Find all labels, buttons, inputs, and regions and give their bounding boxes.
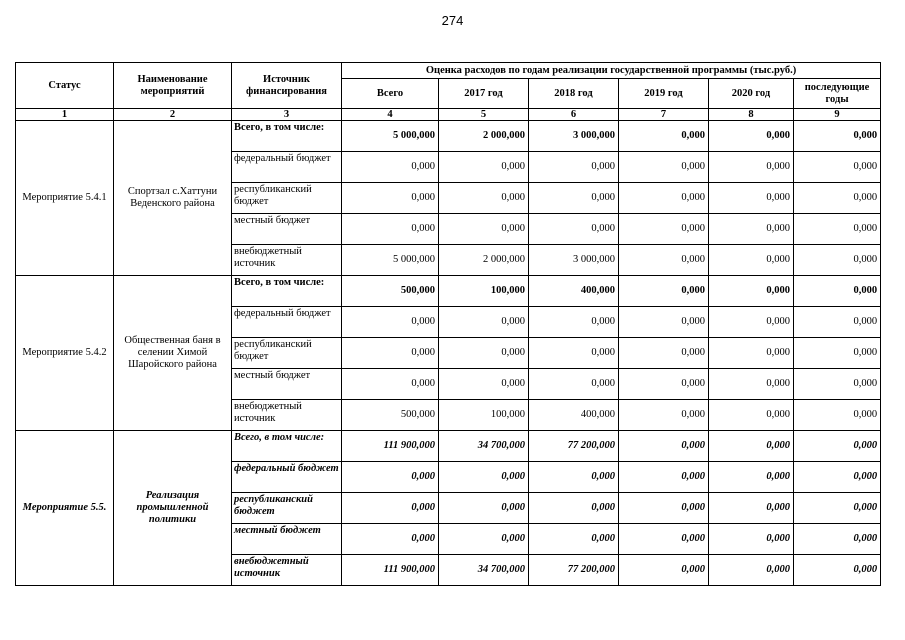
amount-cell: 0,000	[439, 152, 529, 183]
amount-cell: 0,000	[619, 462, 709, 493]
amount-cell: 0,000	[709, 121, 794, 152]
amount-cell: 0,000	[619, 524, 709, 555]
amount-cell: 0,000	[709, 183, 794, 214]
funding-source: Всего, в том числе:	[232, 431, 342, 462]
amount-cell: 0,000	[794, 493, 881, 524]
amount-cell: 500,000	[342, 400, 439, 431]
header-2018: 2018 год	[529, 79, 619, 109]
amount-cell: 0,000	[794, 338, 881, 369]
col-number: 4	[342, 109, 439, 121]
col-number: 3	[232, 109, 342, 121]
amount-cell: 34 700,000	[439, 431, 529, 462]
amount-cell: 0,000	[619, 214, 709, 245]
amount-cell: 0,000	[439, 183, 529, 214]
header-status: Статус	[16, 63, 114, 109]
table-body	[16, 109, 881, 586]
col-number: 2	[114, 109, 232, 121]
amount-cell: 0,000	[342, 493, 439, 524]
header-estimate: Оценка расходов по годам реализации государственной программы (тыс.руб.)	[342, 63, 881, 79]
amount-cell: 0,000	[619, 400, 709, 431]
amount-cell: 0,000	[709, 400, 794, 431]
expense-table	[15, 62, 881, 586]
amount-cell: 0,000	[709, 338, 794, 369]
amount-cell: 0,000	[439, 524, 529, 555]
amount-cell: 0,000	[794, 369, 881, 400]
funding-source: местный бюджет	[232, 369, 342, 400]
amount-cell: 0,000	[709, 369, 794, 400]
col-number: 8	[709, 109, 794, 121]
header-event-name: Наименование мероприятий	[114, 63, 232, 109]
amount-cell: 5 000,000	[342, 121, 439, 152]
event-name: Спортзал с.Хаттуни Веденского района	[114, 121, 232, 276]
amount-cell: 0,000	[619, 493, 709, 524]
table-row	[16, 431, 881, 462]
amount-cell: 0,000	[709, 307, 794, 338]
amount-cell: 0,000	[794, 307, 881, 338]
amount-cell: 0,000	[794, 462, 881, 493]
amount-cell: 2 000,000	[439, 121, 529, 152]
col-number: 1	[16, 109, 114, 121]
amount-cell: 0,000	[619, 369, 709, 400]
amount-cell: 0,000	[342, 152, 439, 183]
amount-cell: 0,000	[439, 369, 529, 400]
table-row	[16, 121, 881, 152]
amount-cell: 100,000	[439, 276, 529, 307]
amount-cell: 0,000	[709, 276, 794, 307]
amount-cell: 34 700,000	[439, 555, 529, 586]
table-row	[16, 276, 881, 307]
amount-cell: 0,000	[794, 183, 881, 214]
amount-cell: 111 900,000	[342, 431, 439, 462]
amount-cell: 0,000	[439, 307, 529, 338]
amount-cell: 0,000	[342, 338, 439, 369]
event-name: Реализация промышленной политики	[114, 431, 232, 586]
amount-cell: 3 000,000	[529, 245, 619, 276]
amount-cell: 400,000	[529, 400, 619, 431]
amount-cell: 0,000	[342, 369, 439, 400]
amount-cell: 0,000	[529, 462, 619, 493]
funding-source: внебюджетный источник	[232, 245, 342, 276]
amount-cell: 5 000,000	[342, 245, 439, 276]
funding-source: внебюджетный источник	[232, 555, 342, 586]
amount-cell: 0,000	[709, 493, 794, 524]
amount-cell: 100,000	[439, 400, 529, 431]
amount-cell: 0,000	[794, 524, 881, 555]
header-2019: 2019 год	[619, 79, 709, 109]
amount-cell: 0,000	[529, 493, 619, 524]
header-source: Источник финансирования	[232, 63, 342, 109]
funding-source: федеральный бюджет	[232, 152, 342, 183]
amount-cell: 0,000	[342, 183, 439, 214]
header-2017: 2017 год	[439, 79, 529, 109]
amount-cell: 0,000	[709, 245, 794, 276]
amount-cell: 0,000	[529, 152, 619, 183]
funding-source: Всего, в том числе:	[232, 121, 342, 152]
amount-cell: 0,000	[529, 183, 619, 214]
amount-cell: 77 200,000	[529, 431, 619, 462]
amount-cell: 0,000	[529, 338, 619, 369]
amount-cell: 0,000	[619, 338, 709, 369]
amount-cell: 0,000	[342, 307, 439, 338]
amount-cell: 0,000	[619, 276, 709, 307]
event-name: Общественная баня в селении Химой Шаройского района	[114, 276, 232, 431]
amount-cell: 0,000	[794, 152, 881, 183]
amount-cell: 0,000	[342, 462, 439, 493]
amount-cell: 400,000	[529, 276, 619, 307]
funding-source: местный бюджет	[232, 524, 342, 555]
amount-cell: 0,000	[709, 462, 794, 493]
amount-cell: 2 000,000	[439, 245, 529, 276]
amount-cell: 0,000	[619, 183, 709, 214]
header-total: Всего	[342, 79, 439, 109]
amount-cell: 0,000	[342, 214, 439, 245]
amount-cell: 0,000	[342, 524, 439, 555]
amount-cell: 0,000	[794, 431, 881, 462]
amount-cell: 0,000	[709, 152, 794, 183]
amount-cell: 0,000	[709, 524, 794, 555]
col-number: 9	[794, 109, 881, 121]
amount-cell: 0,000	[439, 493, 529, 524]
amount-cell: 0,000	[794, 400, 881, 431]
event-status: Мероприятие 5.4.1	[16, 121, 114, 276]
amount-cell: 0,000	[439, 338, 529, 369]
amount-cell: 0,000	[794, 555, 881, 586]
amount-cell: 0,000	[709, 555, 794, 586]
amount-cell: 111 900,000	[342, 555, 439, 586]
amount-cell: 0,000	[529, 214, 619, 245]
funding-source: республиканский бюджет	[232, 493, 342, 524]
col-number: 7	[619, 109, 709, 121]
amount-cell: 0,000	[709, 214, 794, 245]
funding-source: федеральный бюджет	[232, 462, 342, 493]
col-number: 6	[529, 109, 619, 121]
event-status: Мероприятие 5.5.	[16, 431, 114, 586]
amount-cell: 0,000	[439, 214, 529, 245]
funding-source: внебюджетный источник	[232, 400, 342, 431]
amount-cell: 0,000	[619, 555, 709, 586]
amount-cell: 0,000	[709, 431, 794, 462]
amount-cell: 0,000	[794, 245, 881, 276]
amount-cell: 500,000	[342, 276, 439, 307]
amount-cell: 0,000	[529, 524, 619, 555]
amount-cell: 0,000	[529, 307, 619, 338]
funding-source: федеральный бюджет	[232, 307, 342, 338]
funding-source: республиканский бюджет	[232, 183, 342, 214]
amount-cell: 0,000	[439, 462, 529, 493]
funding-source: республиканский бюджет	[232, 338, 342, 369]
col-number: 5	[439, 109, 529, 121]
header-later: последующие годы	[794, 79, 881, 109]
amount-cell: 0,000	[619, 152, 709, 183]
column-number-row	[16, 109, 881, 121]
amount-cell: 0,000	[794, 121, 881, 152]
amount-cell: 0,000	[794, 276, 881, 307]
amount-cell: 77 200,000	[529, 555, 619, 586]
page-number: 274	[441, 13, 464, 28]
amount-cell: 0,000	[529, 369, 619, 400]
funding-source: Всего, в том числе:	[232, 276, 342, 307]
amount-cell: 0,000	[619, 245, 709, 276]
funding-source: местный бюджет	[232, 214, 342, 245]
event-status: Мероприятие 5.4.2	[16, 276, 114, 431]
amount-cell: 0,000	[794, 214, 881, 245]
amount-cell: 0,000	[619, 307, 709, 338]
amount-cell: 3 000,000	[529, 121, 619, 152]
header-2020: 2020 год	[709, 79, 794, 109]
amount-cell: 0,000	[619, 431, 709, 462]
amount-cell: 0,000	[619, 121, 709, 152]
